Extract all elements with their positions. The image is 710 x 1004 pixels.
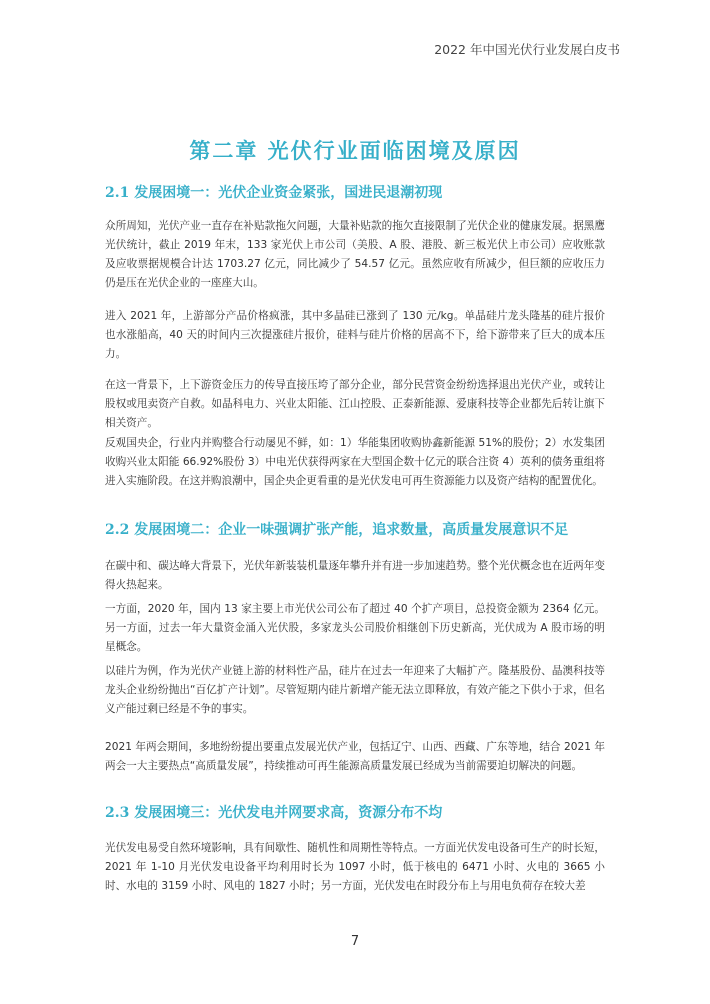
section-heading-2-1: 2.1 发展困境一：光伏企业资金紧张，国进民退潮初现 bbox=[105, 185, 443, 201]
section-heading-2-3: 2.3 发展困境三：光伏发电并网要求高，资源分布不均 bbox=[105, 805, 443, 821]
paragraph: 2021 年两会期间，多地纷纷提出要重点发展光伏产业，包括辽宁、山西、西藏、广东等地，结合 2021 年两会一大主要热点“高质量发展”，持续推动可再生能源高质量发展已经成为当前需要迫切解决的问题。 bbox=[105, 741, 605, 772]
running-header: 2022 年中国光伏行业发展白皮书 bbox=[434, 42, 620, 57]
page-number: 7 bbox=[350, 934, 360, 949]
paragraph: 在碳中和、碳达峰大背景下，光伏年新装装机量逐年攀升并有进一步加速趋势。整个光伏概念也在近两年变得火热起来。 bbox=[105, 560, 605, 591]
paragraph: 进入 2021 年，上游部分产品价格疯涨，其中多晶硅已涨到了 130 元/kg。单晶硅片龙头隆基的硅片报价也水涨船高，40 天的时间内三次提涨硅片报价，硅料与硅片价格的居高不下，给下游带来了巨大的成本压力。 bbox=[105, 310, 605, 360]
paragraph: 反观国央企，行业内并购整合行动屡见不鲜，如：1）华能集团收购协鑫新能源 51%的股份；2）水发集团收购兴业太阳能 66.92%股份 3）中电光伏获得两家在大型国企数十亿元的联合注资 4）英利的债务重组将进入实施阶段。在这并购浪潮中，国企央企更看重的是光伏发电可再生资源能力以及资产结构的配置优化。 bbox=[105, 437, 605, 487]
paragraph: 在这一背景下，上下游资金压力的传导直接压垮了部分企业，部分民营资金纷纷选择退出光伏产业，或转让股权或甩卖资产自救。如晶科电力、兴业太阳能、江山控股、正泰新能源、爱康科技等企业都先后转让旗下相关资产。 bbox=[105, 379, 605, 429]
chapter-title: 第二章 光伏行业面临困境及原因 bbox=[189, 138, 521, 163]
paragraph: 光伏发电易受自然环境影响，具有间歇性、随机性和周期性等特点。一方面光伏发电设备可生产的时长短，2021 年 1-10 月光伏发电设备平均利用时长为 1097 小时，低于核电的 6471 小时、火电的 3665 小时、水电的 3159 小时、风电的 1827 小时；另一方面，光伏发电在时段分布上与用电负荷存在较大差 bbox=[105, 842, 605, 892]
paragraph: 众所周知，光伏产业一直存在补贴款拖欠问题，大量补贴款的拖欠直接限制了光伏企业的健康发展。据黑鹰光伏统计，截止 2019 年末，133 家光伏上市公司（美股、A 股、港股、新三板光伏上市公司）应收账款及应收票据规模合计达 1703.27 亿元，同比减少了 54.57 亿元。虽然应收有所减少，但巨额的应收压力仍是压在光伏企业的一座座大山。 bbox=[105, 220, 605, 289]
paragraph: 以硅片为例，作为光伏产业链上游的材料性产品，硅片在过去一年迎来了大幅扩产。隆基股份、晶澳科技等龙头企业纷纷抛出“百亿扩产计划”。尽管短期内硅片新增产能无法立即释放，有效产能之下供小于求，但名义产能过剩已经是不争的事实。 bbox=[105, 665, 605, 715]
section-heading-2-2: 2.2 发展困境二：企业一味强调扩张产能，追求数量，高质量发展意识不足 bbox=[105, 522, 569, 538]
paragraph: 一方面，2020 年，国内 13 家主要上市光伏公司公布了超过 40 个扩产项目，总投资金额为 2364 亿元。另一方面，过去一年大量资金涌入光伏股，多家龙头公司股价相继创下历史新高，光伏成为 A 股市场的明星概念。 bbox=[105, 603, 605, 653]
